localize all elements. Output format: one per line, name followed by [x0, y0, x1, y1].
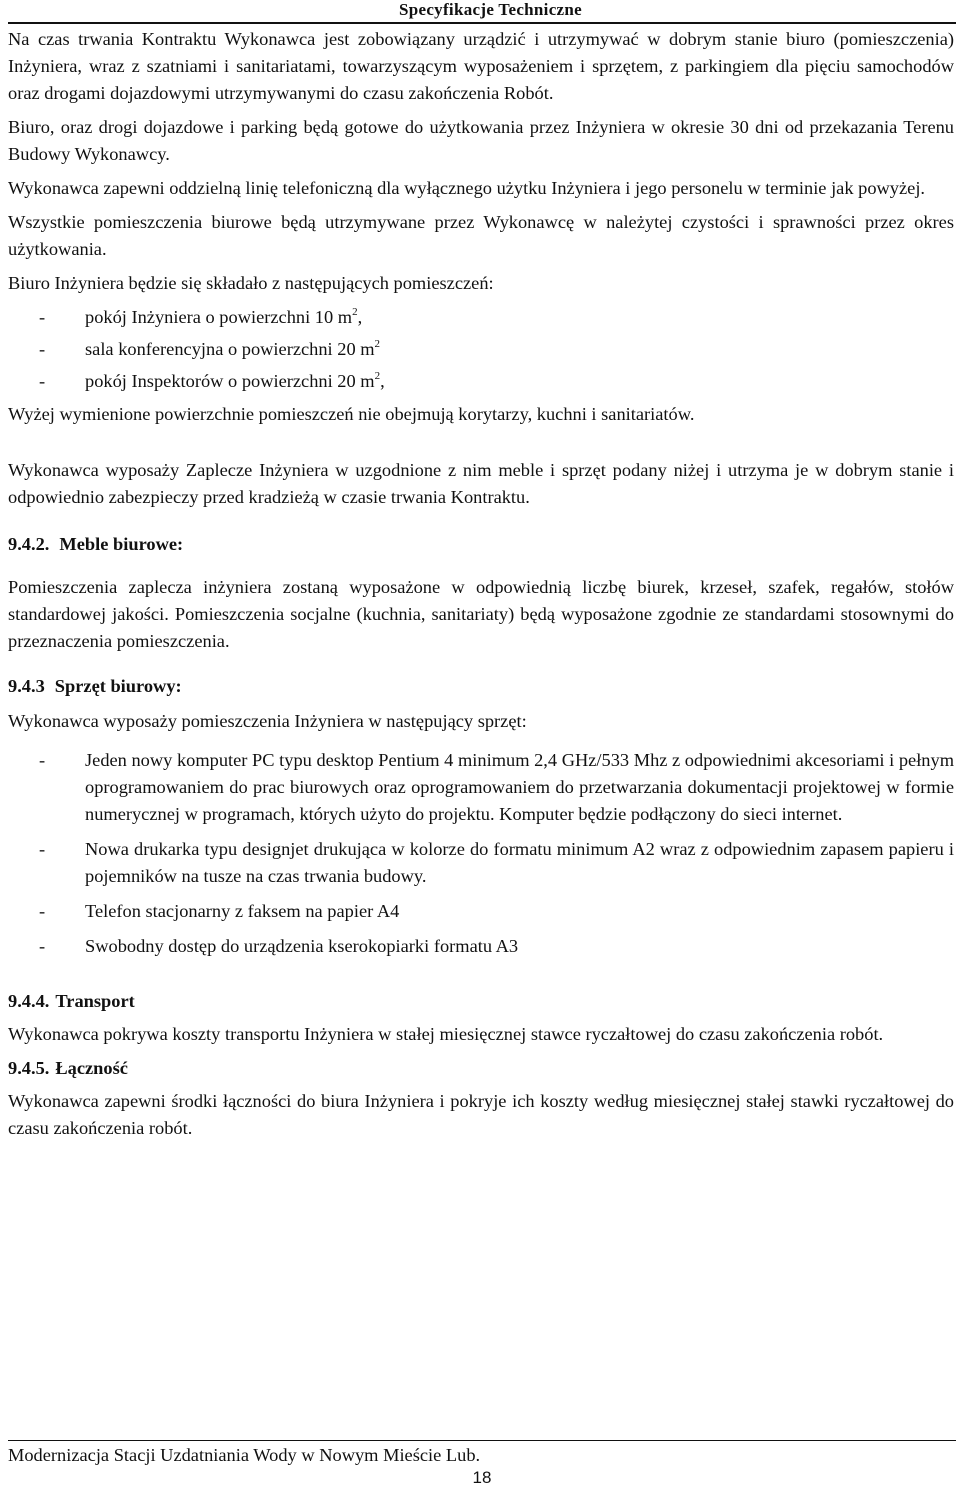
- paragraph: Wykonawca wyposaży Zaplecze Inżyniera w uzgodnione z nim meble i sprzęt podany niżej i utrzyma je w dobrym stanie i odpowiednio zabezpieczy przed kradzieżą w czasie trwania Kontraktu.: [8, 460, 954, 507]
- paragraph: Wykonawca zapewni środki łączności do biura Inżyniera i pokryje ich koszty według miesięcznej stałej stawki ryczałtowej do czasu zakończenia robót.: [8, 1091, 954, 1138]
- list-item: [8, 336, 954, 363]
- paragraph: Biuro Inżyniera będzie się składało z następujących pomieszczeń:: [8, 273, 494, 293]
- punctuation: ,: [357, 307, 363, 327]
- section-title: Meble biurowe:: [59, 534, 184, 554]
- section-heading-lacznosc: [8, 1055, 954, 1082]
- section-title: Sprzęt biurowy:: [54, 676, 182, 696]
- superscript: 2: [374, 338, 381, 350]
- paragraph: Wykonawca zapewni oddzielną linię telefoniczną dla wyłącznego użytku Inżyniera i jego personelu w terminie jak powyżej.: [8, 178, 926, 198]
- superscript: 2: [374, 370, 381, 382]
- page-footer: [8, 1440, 956, 1489]
- paragraph: Wyżej wymienione powierzchnie pomieszczeń nie obejmują korytarzy, kuchni i sanitariatów.: [8, 404, 695, 424]
- section-heading-meble: [8, 531, 954, 558]
- rooms-list: [8, 304, 954, 395]
- paragraph: Pomieszczenia zaplecza inżyniera zostaną wyposażone w odpowiednią liczbę biurek, krzeseł, szafek, regałów, stołów standardowej jakości. Pomieszczenia socjalne (kuchnia, sanitariaty) będą wyposażone zgodnie ze standardami stosownymi do przeznaczenia pomieszczenia.: [8, 577, 954, 651]
- section-heading-transport: [8, 988, 954, 1015]
- list-item: [8, 304, 954, 331]
- section-heading-sprzet: [8, 673, 954, 700]
- spacer: [8, 435, 954, 457]
- section-title: Transport: [55, 991, 135, 1011]
- section-title: Łączność: [55, 1058, 128, 1078]
- paragraph: Biuro, oraz drogi dojazdowe i parking będą gotowe do użytkowania przez Inżyniera w okresie 30 dni od przekazania Terenu Budowy Wykonawcy.: [8, 117, 954, 164]
- list-item: - Swobodny dostęp do urządzenia kserokopiarki formatu A3: [8, 933, 954, 960]
- header-title: Specyfikacje Techniczne: [398, 0, 582, 19]
- room-text: sala konferencyjna o powierzchni 20 m: [85, 339, 375, 359]
- list-item: [8, 368, 954, 395]
- page-content: [8, 26, 954, 1149]
- list-item: - Jeden nowy komputer PC typu desktop Pentium 4 minimum 2,4 GHz/533 Mhz z odpowiednimi akcesoriami i pełnym oprogramowaniem do prac biurowych oraz oprogramowaniem do przetwarzania dokumentacji projektowej w formie numerycznej w programach, których użyto do projektu. Komputer będzie podłączony do sieci internet.: [8, 747, 954, 828]
- paragraph: Wszystkie pomieszczenia biurowe będą utrzymywane przez Wykonawcę w należytej czystości i sprawności przez okres użytkowania.: [8, 212, 954, 259]
- section-number: 9.4.5.: [8, 1058, 50, 1078]
- superscript: 2: [352, 306, 358, 318]
- paragraph: Wykonawca pokrywa koszty transportu Inżyniera w stałej miesięcznej stawce ryczałtowej do czasu zakończenia robót.: [8, 1024, 884, 1044]
- paragraph: Na czas trwania Kontraktu Wykonawca jest zobowiązany urządzić i utrzymywać w dobrym stanie biuro (pomieszczenia) Inżyniera, wraz z szatniami i sanitariatami, towarzyszącym wyposażeniem i sprzętem, z parkingiem dla pięciu samochodów oraz drogami dojazdowymi utrzymywanymi do czasu zakończenia Robót.: [8, 29, 954, 103]
- section-number: 9.4.2.: [8, 534, 50, 554]
- punctuation: ,: [380, 371, 385, 391]
- list-item: - Nowa drukarka typu designjet drukująca w kolorze do formatu minimum A2 wraz z odpowiednim zapasem papieru i pojemników na tusze na czas trwania budowy.: [8, 836, 954, 890]
- room-text: pokój Inżyniera o powierzchni 10 m: [85, 307, 353, 327]
- list-item: - Telefon stacjonarny z faksem na papier A4: [8, 898, 954, 925]
- section-number: 9.4.4.: [8, 991, 50, 1011]
- equipment-list: [8, 747, 954, 960]
- room-text: pokój Inspektorów o powierzchni 20 m: [85, 371, 375, 391]
- section-number: 9.4.3: [8, 676, 45, 696]
- paragraph: Wykonawca wyposaży pomieszczenia Inżyniera w następujący sprzęt:: [8, 711, 527, 731]
- footer-title: Modernizacja Stacji Uzdatniania Wody w Nowym Mieście Lub.: [8, 1445, 481, 1465]
- page-number: 18: [472, 1468, 492, 1487]
- page-header: [8, 0, 956, 24]
